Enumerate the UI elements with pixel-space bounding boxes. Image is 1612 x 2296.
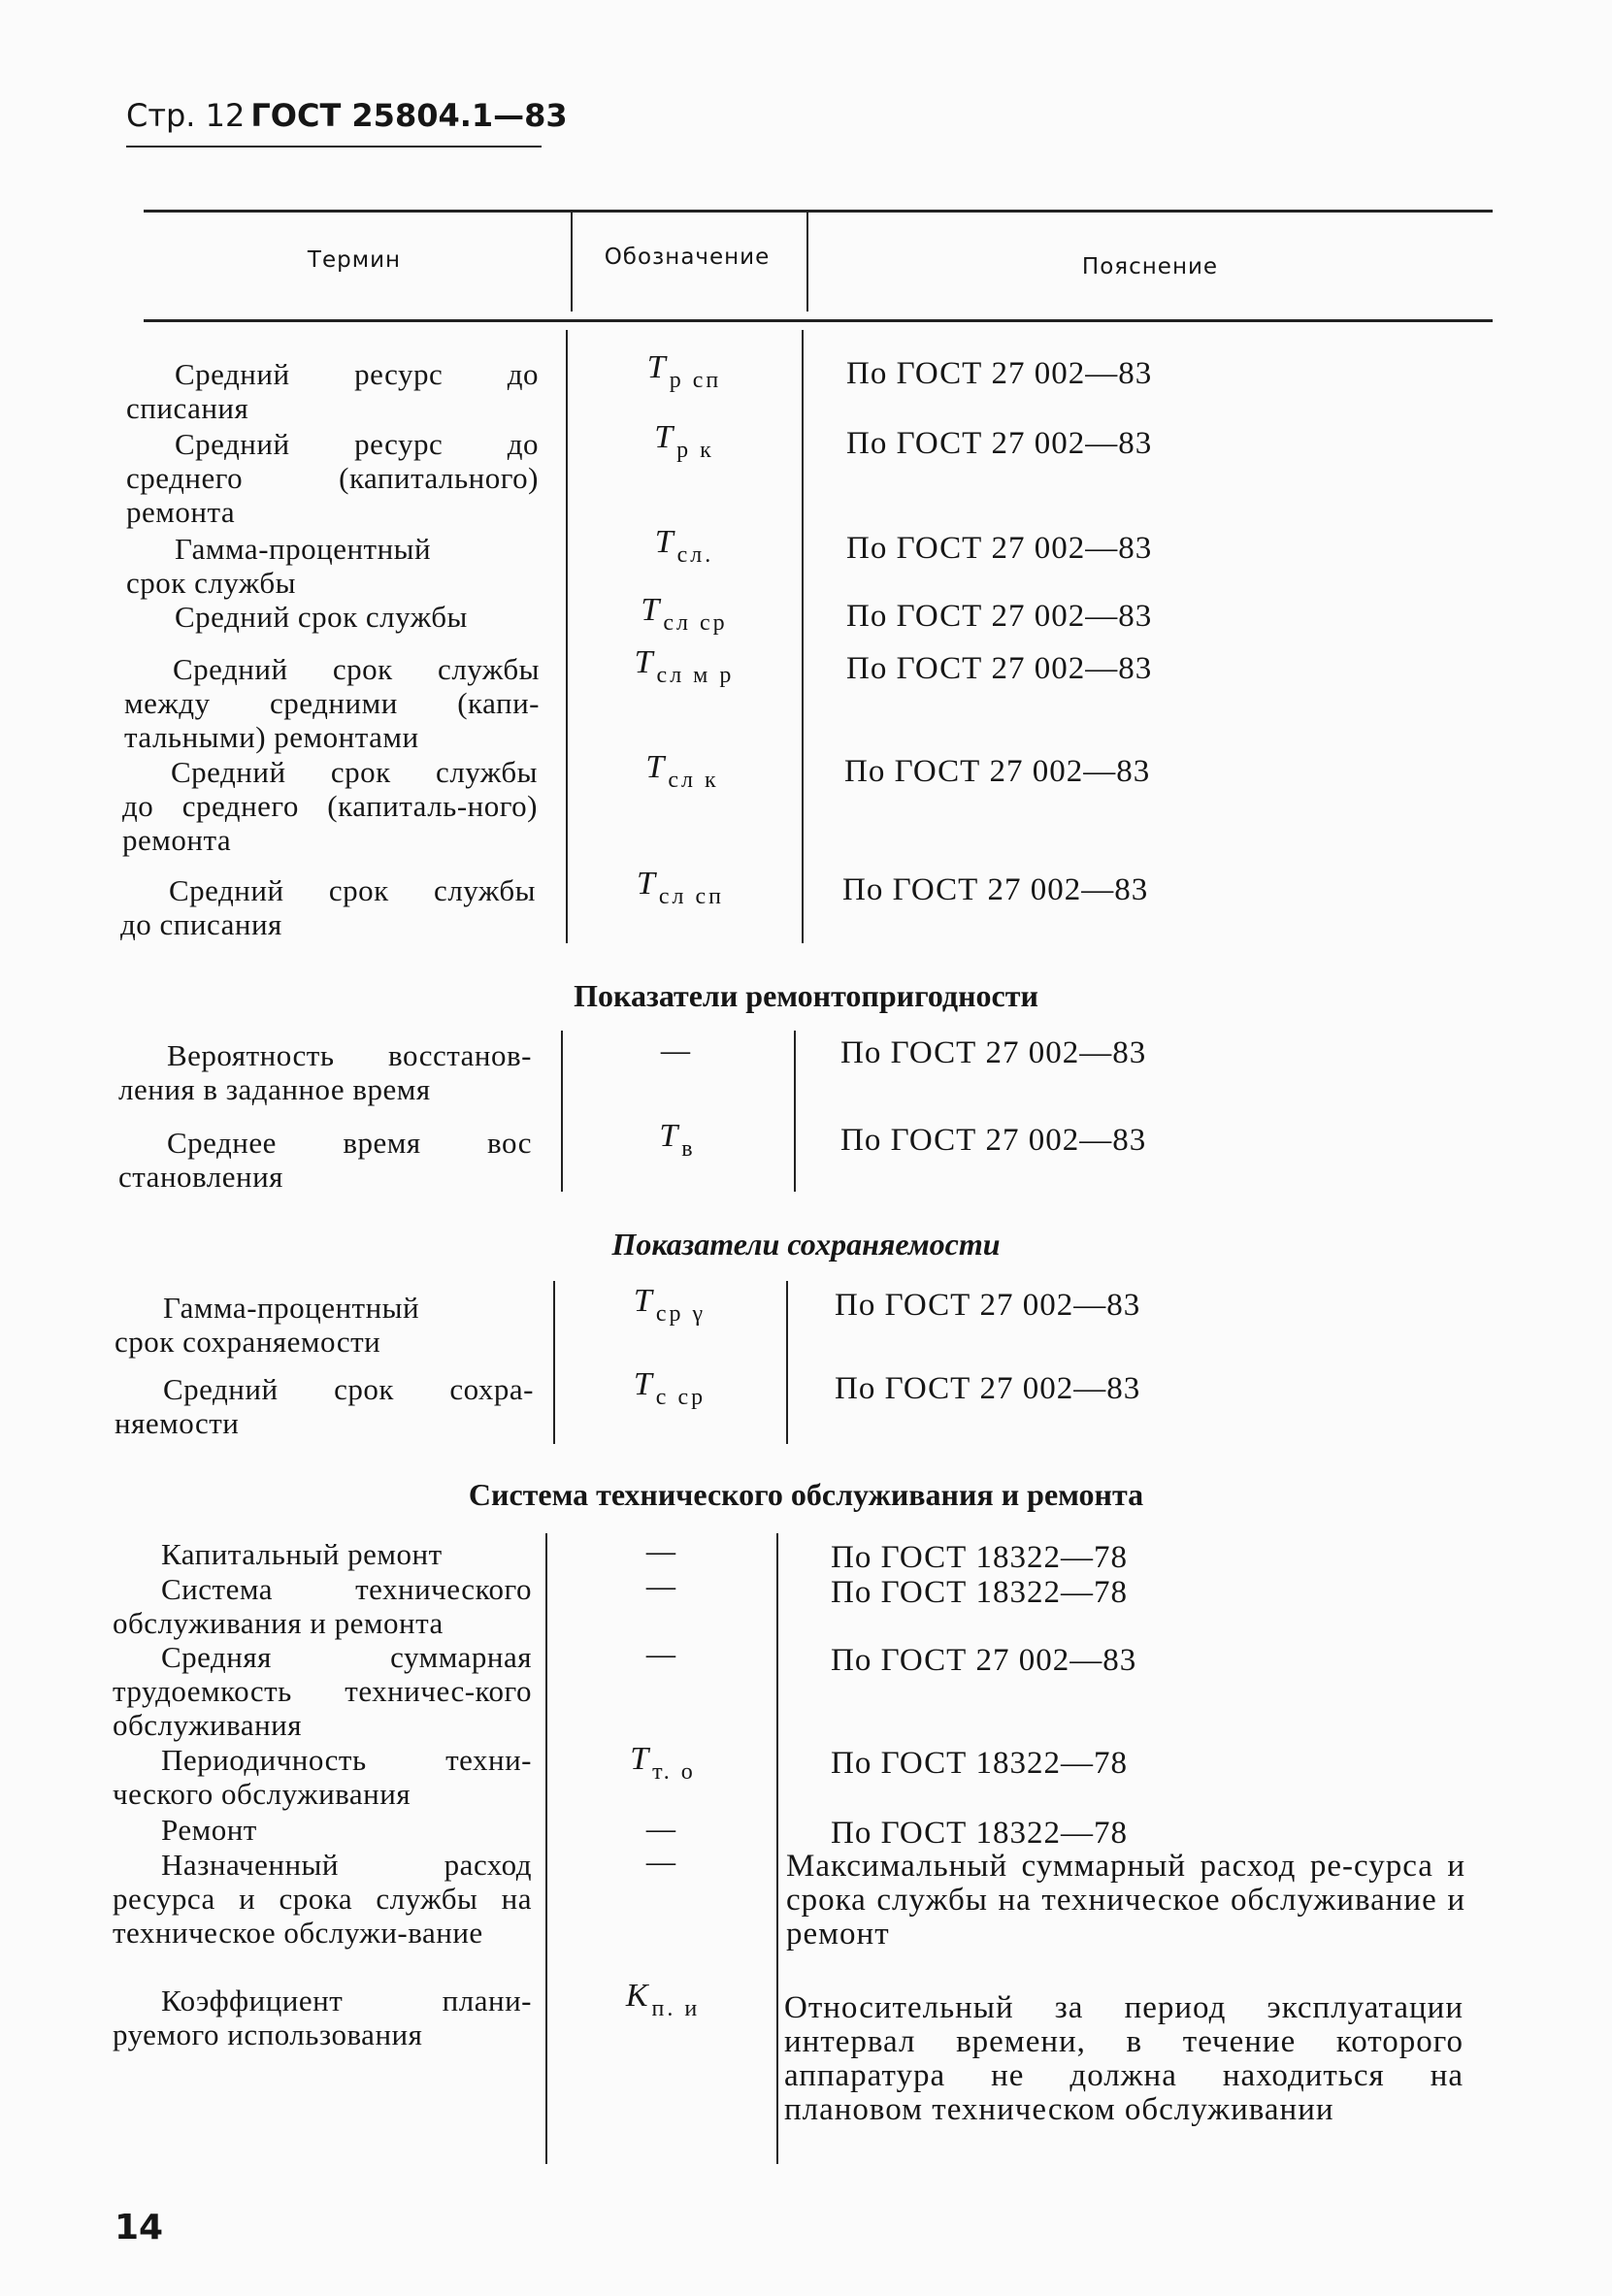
term-cell: Средний срок службы до среднего (капиталь-ного) ремонта — [122, 755, 538, 857]
term-cell: Назначенный расход ресурса и срока службы на техническое обслужи-вание — [113, 1848, 532, 1950]
column-header-explanation: Пояснение — [1081, 254, 1219, 279]
term-cell: Средний срок службы между средними (капи-тальными) ремонтами — [124, 652, 540, 754]
symbol-cell: — — [645, 1636, 676, 1672]
term-cell: Коэффициент плани- руемого использования — [113, 1984, 532, 2051]
explanation-cell: По ГОСТ 27 002—83 — [846, 651, 1153, 686]
symbol-cell: T $_{ср \gamma}$ — [633, 1283, 707, 1327]
term-cell: Средний ресурс до списания — [126, 357, 539, 425]
symbol-cell: T $_{р сп}$ — [646, 349, 722, 393]
explanation-cell: Максимальный суммарный расход ре-сурса и срока службы на техническое обслуживание и ремонт — [786, 1849, 1465, 1952]
explanation-cell: По ГОСТ 18322—78 — [831, 1540, 1128, 1575]
symbol-cell: T $_{р к}$ — [654, 419, 714, 463]
explanation-cell: По ГОСТ 27 002—83 — [846, 426, 1153, 461]
symbol-cell: T $_{сл ср}$ — [641, 592, 728, 636]
page-label: Стр. 12 — [126, 97, 246, 134]
explanation-cell: По ГОСТ 27 002—83 — [842, 872, 1149, 907]
term-cell: Периодичность техни- ческого обслуживания — [113, 1743, 532, 1811]
section-title: Показатели ремонтопригодности — [574, 978, 1038, 1013]
section4-divider-1 — [545, 1533, 547, 2164]
symbol-cell: K $_{п. и}$ — [625, 1978, 701, 2021]
section4-divider-2 — [776, 1533, 778, 2164]
section3-divider-2 — [786, 1281, 788, 1444]
column-header-term: Термин — [307, 247, 402, 273]
term-cell: Капитальный ремонт — [161, 1537, 443, 1571]
table-header-bottom-rule — [144, 319, 1493, 322]
symbol-cell: — — [660, 1033, 691, 1068]
section2-divider-1 — [561, 1031, 563, 1192]
explanation-cell: По ГОСТ 27 002—83 — [840, 1035, 1147, 1070]
header-divider-1 — [571, 212, 573, 312]
explanation-cell: По ГОСТ 27 002—83 — [835, 1288, 1141, 1323]
explanation-cell: По ГОСТ 18322—78 — [831, 1746, 1128, 1781]
term-cell: Средний срок службы — [175, 600, 468, 634]
term-cell: Среднее время вос становления — [118, 1126, 532, 1194]
symbol-cell: T $_{сл к}$ — [645, 749, 719, 793]
section-title: Система технического обслуживания и ремонта — [468, 1477, 1144, 1512]
header-underline — [126, 146, 542, 148]
symbol-cell: — — [645, 1533, 676, 1569]
symbol-cell: T $_{сл.}$ — [654, 524, 714, 568]
section-title: Показатели сохраняемости — [611, 1227, 1001, 1262]
symbol-cell: T $_{т. о}$ — [630, 1741, 696, 1785]
term-cell: Средняя суммарная трудоемкость техничес-кого обслуживания — [113, 1640, 532, 1742]
section3-divider-1 — [553, 1281, 555, 1444]
term-cell: Система технического обслуживания и ремонта — [113, 1572, 532, 1640]
page-header — [126, 97, 568, 134]
symbol-cell: T $_{с ср}$ — [633, 1366, 707, 1410]
symbol-cell: — — [645, 1811, 676, 1847]
standard-number: ГОСТ 25804.1—83 — [250, 97, 568, 134]
column-header-symbol: Обозначение — [604, 245, 771, 270]
page-number: 14 — [115, 2208, 164, 2247]
table-top-rule — [144, 210, 1493, 213]
symbol-cell: T $_в$ — [659, 1118, 696, 1162]
term-cell: Средний срок сохра- няемости — [115, 1372, 534, 1440]
explanation-cell: Относительный за период эксплуатации интервал времени, в течение которого аппаратура не должна находиться на плановом техническом обслуживании — [784, 1990, 1464, 2127]
term-cell: Гамма-процентный срок службы — [126, 532, 432, 600]
term-cell: Гамма-процентный срок сохраняемости — [115, 1291, 420, 1359]
term-cell: Вероятность восстанов- ления в заданное время — [118, 1038, 532, 1106]
symbol-cell: — — [645, 1844, 676, 1880]
term-cell: Ремонт — [161, 1813, 257, 1847]
explanation-cell: По ГОСТ 27 002—83 — [831, 1643, 1137, 1678]
explanation-cell: По ГОСТ 27 002—83 — [840, 1123, 1147, 1158]
explanation-cell: По ГОСТ 27 002—83 — [835, 1371, 1141, 1406]
header-divider-2 — [806, 212, 808, 312]
section1-divider-2 — [802, 330, 804, 943]
explanation-cell: По ГОСТ 18322—78 — [831, 1575, 1128, 1610]
explanation-cell: По ГОСТ 18322—78 — [831, 1816, 1128, 1851]
term-cell: Средний ресурс до среднего (капитального) ремонта — [126, 427, 539, 529]
explanation-cell: По ГОСТ 27 002—83 — [846, 599, 1153, 634]
symbol-cell: T $_{сл м р}$ — [634, 644, 735, 688]
explanation-cell: По ГОСТ 27 002—83 — [844, 754, 1151, 789]
section2-divider-2 — [794, 1031, 796, 1192]
explanation-cell: По ГОСТ 27 002—83 — [846, 356, 1153, 391]
term-cell: Средний срок службы до списания — [120, 873, 536, 941]
symbol-cell: T $_{сл сп}$ — [636, 866, 725, 909]
symbol-cell: — — [645, 1568, 676, 1604]
explanation-cell: По ГОСТ 27 002—83 — [846, 531, 1153, 566]
section1-divider-1 — [566, 330, 568, 943]
